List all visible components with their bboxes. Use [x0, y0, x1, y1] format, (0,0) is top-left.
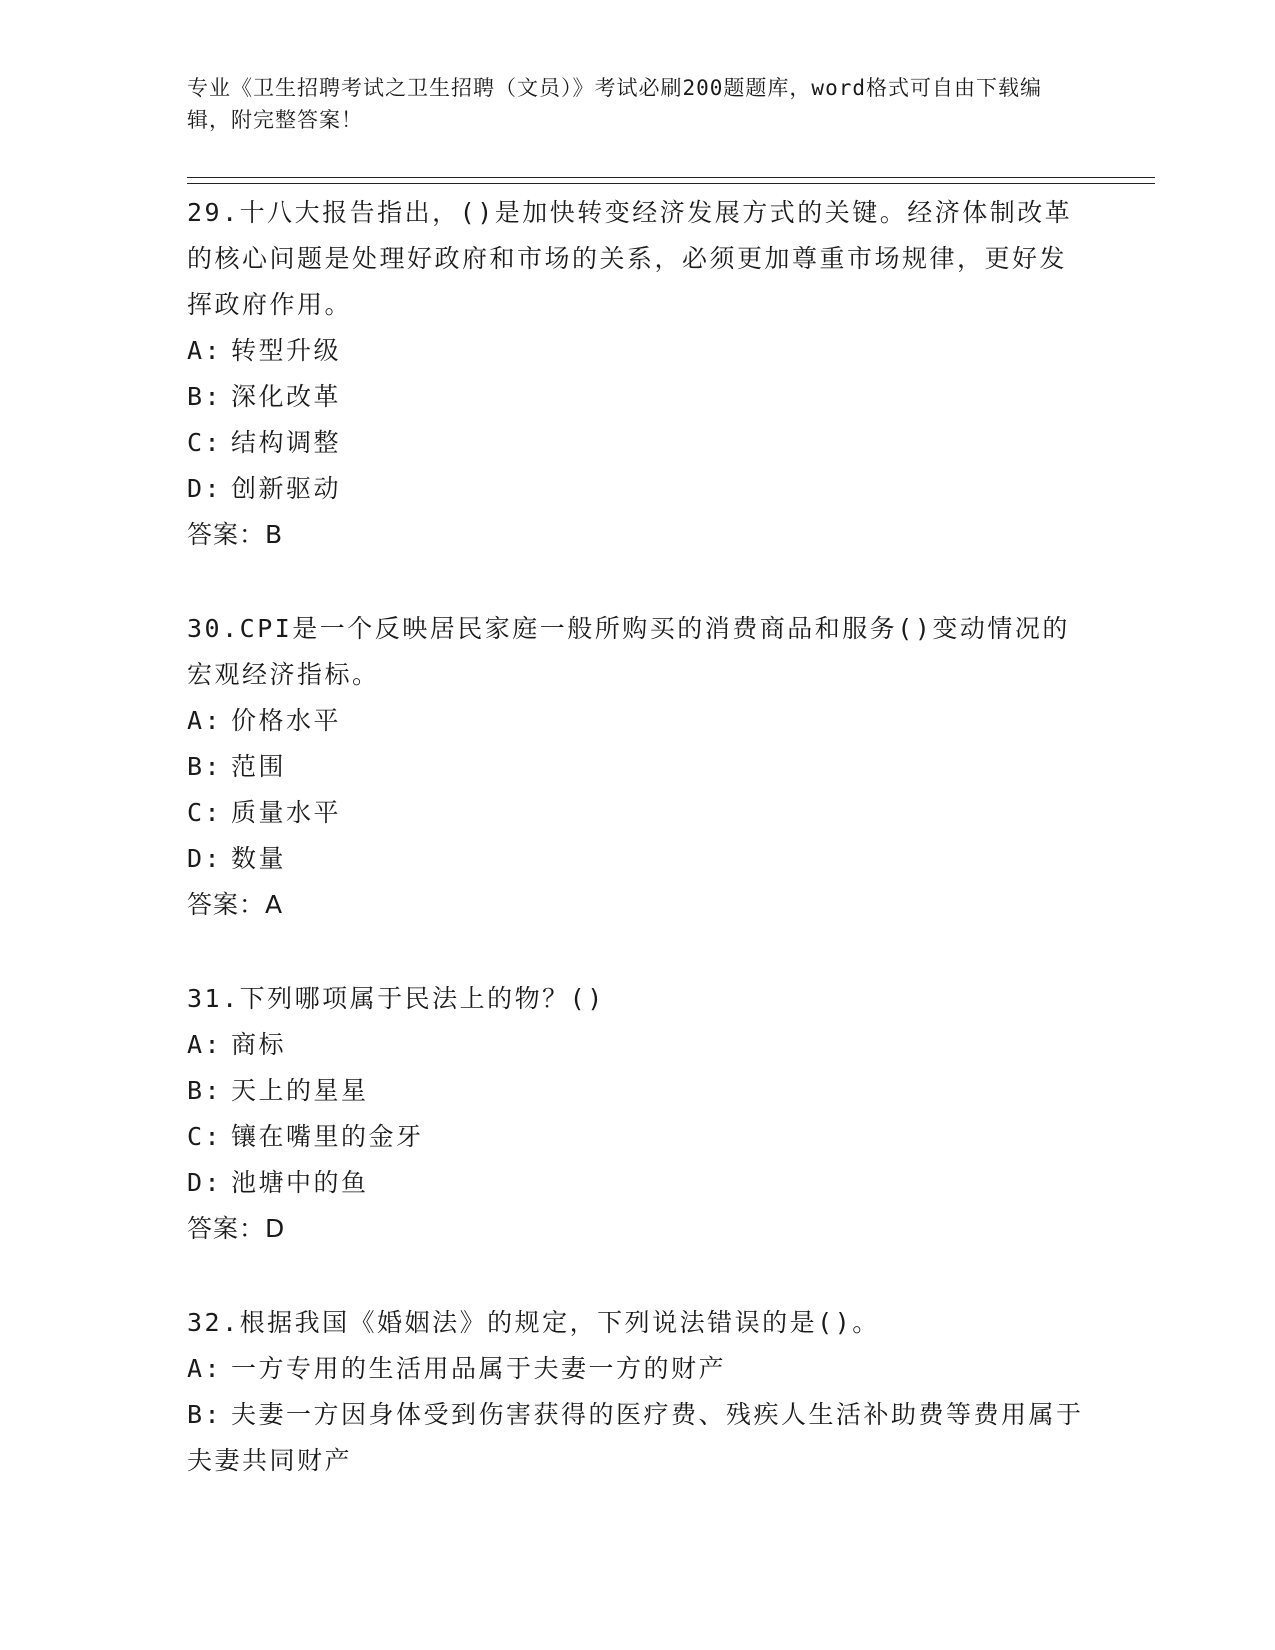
option-d — [187, 836, 1087, 882]
option-b — [187, 1068, 1087, 1114]
option-label: B: — [187, 1076, 223, 1105]
option-label: C: — [187, 798, 223, 827]
option-text: 创新驱动 — [231, 474, 342, 503]
option-label: C: — [187, 428, 223, 457]
option-d — [187, 466, 1087, 512]
option-b — [187, 1392, 1087, 1484]
option-b — [187, 744, 1087, 790]
option-text: 镶在嘴里的金牙 — [231, 1122, 424, 1151]
question-32 — [187, 1300, 1087, 1484]
question-text: 32.根据我国《婚姻法》的规定，下列说法错误的是()。 — [187, 1308, 880, 1337]
header-divider-top — [187, 177, 1155, 178]
option-text: 深化改革 — [231, 382, 342, 411]
option-text: 商标 — [231, 1030, 287, 1059]
option-label: B: — [187, 752, 223, 781]
option-label: D: — [187, 1168, 223, 1197]
option-c — [187, 420, 1087, 466]
option-label: A: — [187, 706, 223, 735]
option-label: C: — [187, 1122, 223, 1151]
question-29 — [187, 190, 1087, 558]
option-c — [187, 1114, 1087, 1160]
option-text: 池塘中的鱼 — [231, 1168, 369, 1197]
option-text: 一方专用的生活用品属于夫妻一方的财产 — [231, 1354, 727, 1383]
header-divider-bottom — [187, 183, 1155, 184]
option-text: 范围 — [231, 752, 287, 781]
answer: 答案：A — [187, 890, 284, 919]
option-label: B: — [187, 382, 223, 411]
option-text: 价格水平 — [231, 706, 342, 735]
header-title: 专业《卫生招聘考试之卫生招聘（文员）》考试必刷200题题库，word格式可自由下载编辑，附完整答案！ — [187, 76, 1042, 132]
option-c — [187, 790, 1087, 836]
option-label: A: — [187, 336, 223, 365]
option-b — [187, 374, 1087, 420]
option-text: 数量 — [231, 844, 287, 873]
option-label: D: — [187, 844, 223, 873]
option-label: B: — [187, 1400, 223, 1429]
question-text: 31.下列哪项属于民法上的物？() — [187, 984, 605, 1013]
answer: 答案：B — [187, 520, 284, 549]
page-header — [187, 72, 1067, 136]
option-text: 结构调整 — [231, 428, 342, 457]
option-a — [187, 1022, 1087, 1068]
option-label: D: — [187, 474, 223, 503]
option-a — [187, 1346, 1087, 1392]
option-text: 转型升级 — [231, 336, 342, 365]
option-text: 夫妻一方因身体受到伤害获得的医疗费、残疾人生活补助费等费用属于夫妻共同财产 — [187, 1400, 1084, 1475]
question-30 — [187, 606, 1087, 928]
question-list — [187, 190, 1087, 1532]
question-31 — [187, 976, 1087, 1252]
option-label: A: — [187, 1354, 223, 1383]
option-text: 天上的星星 — [231, 1076, 369, 1105]
option-d — [187, 1160, 1087, 1206]
option-a — [187, 698, 1087, 744]
question-text: 29.十八大报告指出，()是加快转变经济发展方式的关键。经济体制改革的核心问题是处理好政府和市场的关系，必须更加尊重市场规律，更好发挥政府作用。 — [187, 198, 1073, 319]
question-text: 30.CPI是一个反映居民家庭一般所购买的消费商品和服务()变动情况的宏观经济指标。 — [187, 614, 1070, 689]
option-text: 质量水平 — [231, 798, 342, 827]
answer: 答案：D — [187, 1214, 286, 1243]
option-a — [187, 328, 1087, 374]
option-label: A: — [187, 1030, 223, 1059]
